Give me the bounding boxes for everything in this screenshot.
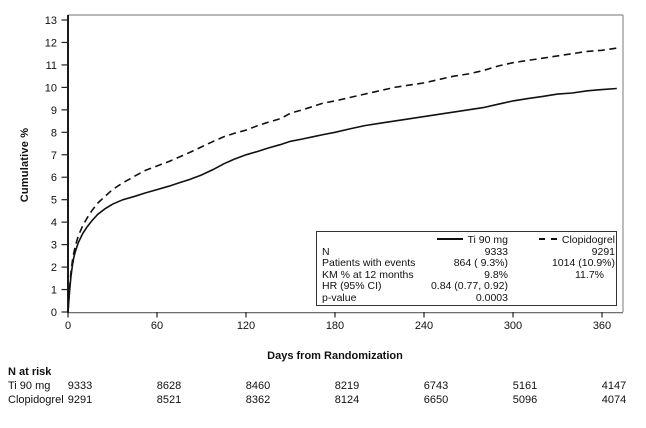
stat-value-clop: 11.7% bbox=[575, 268, 604, 281]
legend-clop bbox=[508, 235, 615, 247]
stat-value-clop bbox=[508, 281, 615, 293]
y-tick-label: 2 bbox=[50, 262, 57, 275]
x-tick-label: 0 bbox=[64, 320, 72, 332]
stat-value-clop: 9291 bbox=[591, 245, 615, 258]
x-tick-label: 240 bbox=[414, 320, 434, 332]
risk-value: 8124 bbox=[334, 394, 360, 406]
y-tick-label: 5 bbox=[50, 194, 57, 207]
risk-value: 4147 bbox=[601, 380, 627, 392]
stats-row-hr bbox=[322, 281, 613, 293]
x-tick-label: 360 bbox=[592, 320, 612, 332]
y-axis-title: Cumulative % bbox=[19, 127, 31, 203]
y-tick-label: 1 bbox=[50, 284, 57, 297]
stat-label: HR (95% CI) bbox=[322, 280, 382, 293]
x-tick-label: 60 bbox=[150, 320, 164, 332]
y-tick-label: 12 bbox=[44, 37, 57, 50]
x-axis-title: Days from Randomization bbox=[267, 350, 403, 362]
legend-ti bbox=[422, 235, 508, 247]
risk-value: 5161 bbox=[512, 380, 538, 392]
stat-value-ti: 9.8% bbox=[484, 268, 508, 281]
stats-row-pvalue bbox=[322, 293, 613, 305]
stat-value-ti: 0.84 (0.77, 0.92) bbox=[430, 280, 508, 293]
stat-value-ti: 0.0003 bbox=[475, 291, 508, 304]
risk-value: 8628 bbox=[156, 380, 182, 392]
y-tick-label: 11 bbox=[45, 59, 57, 72]
y-tick-label: 7 bbox=[50, 149, 57, 162]
stat-label: p-value bbox=[322, 291, 357, 304]
legend-ti-label: Ti 90 mg bbox=[467, 234, 508, 246]
stat-label: Patients with events bbox=[322, 257, 416, 270]
risk-value: 8362 bbox=[245, 394, 271, 406]
risk-value: 6650 bbox=[423, 394, 449, 406]
y-tick-label: 6 bbox=[50, 172, 57, 185]
risk-value: 6743 bbox=[423, 380, 449, 392]
x-tick-label: 120 bbox=[236, 320, 256, 332]
y-tick-label: 4 bbox=[50, 217, 57, 230]
risk-row-label-ti: Ti 90 mg bbox=[8, 380, 51, 392]
risk-value: 8219 bbox=[334, 380, 360, 392]
risk-value: 4074 bbox=[601, 394, 627, 406]
stat-value-ti: 864 ( 9.3%) bbox=[453, 257, 508, 270]
stat-label: N bbox=[322, 245, 330, 258]
stats-box bbox=[316, 231, 617, 306]
stat-value-clop bbox=[508, 293, 615, 305]
y-tick-label: 8 bbox=[50, 127, 57, 140]
risk-value: 9333 bbox=[67, 380, 93, 392]
solid-line-key-icon bbox=[437, 238, 463, 240]
x-tick-label: 180 bbox=[325, 320, 345, 332]
x-tick-label: 300 bbox=[503, 320, 523, 332]
stat-value-clop: 1014 (10.9%) bbox=[551, 257, 615, 270]
stat-value-ti: 9333 bbox=[484, 245, 508, 258]
dashed-line-key-icon bbox=[539, 238, 557, 240]
stat-label: KM % at 12 months bbox=[322, 268, 414, 281]
risk-value: 5096 bbox=[512, 394, 538, 406]
risk-row-label-clop: Clopidogrel bbox=[8, 394, 64, 406]
legend-clop-label: Clopidogrel bbox=[561, 234, 615, 246]
y-tick-label: 13 bbox=[44, 15, 57, 27]
legend-spacer bbox=[322, 235, 422, 247]
y-tick-label: 3 bbox=[50, 239, 57, 252]
y-tick-label: 10 bbox=[44, 82, 57, 95]
risk-value: 8460 bbox=[245, 380, 271, 392]
risk-value: 8521 bbox=[156, 394, 182, 406]
y-tick-label: 0 bbox=[50, 307, 57, 319]
legend-row bbox=[322, 235, 613, 247]
y-tick-label: 9 bbox=[50, 104, 57, 117]
n-at-risk-title: N at risk bbox=[8, 366, 52, 378]
risk-value: 9291 bbox=[67, 394, 93, 406]
